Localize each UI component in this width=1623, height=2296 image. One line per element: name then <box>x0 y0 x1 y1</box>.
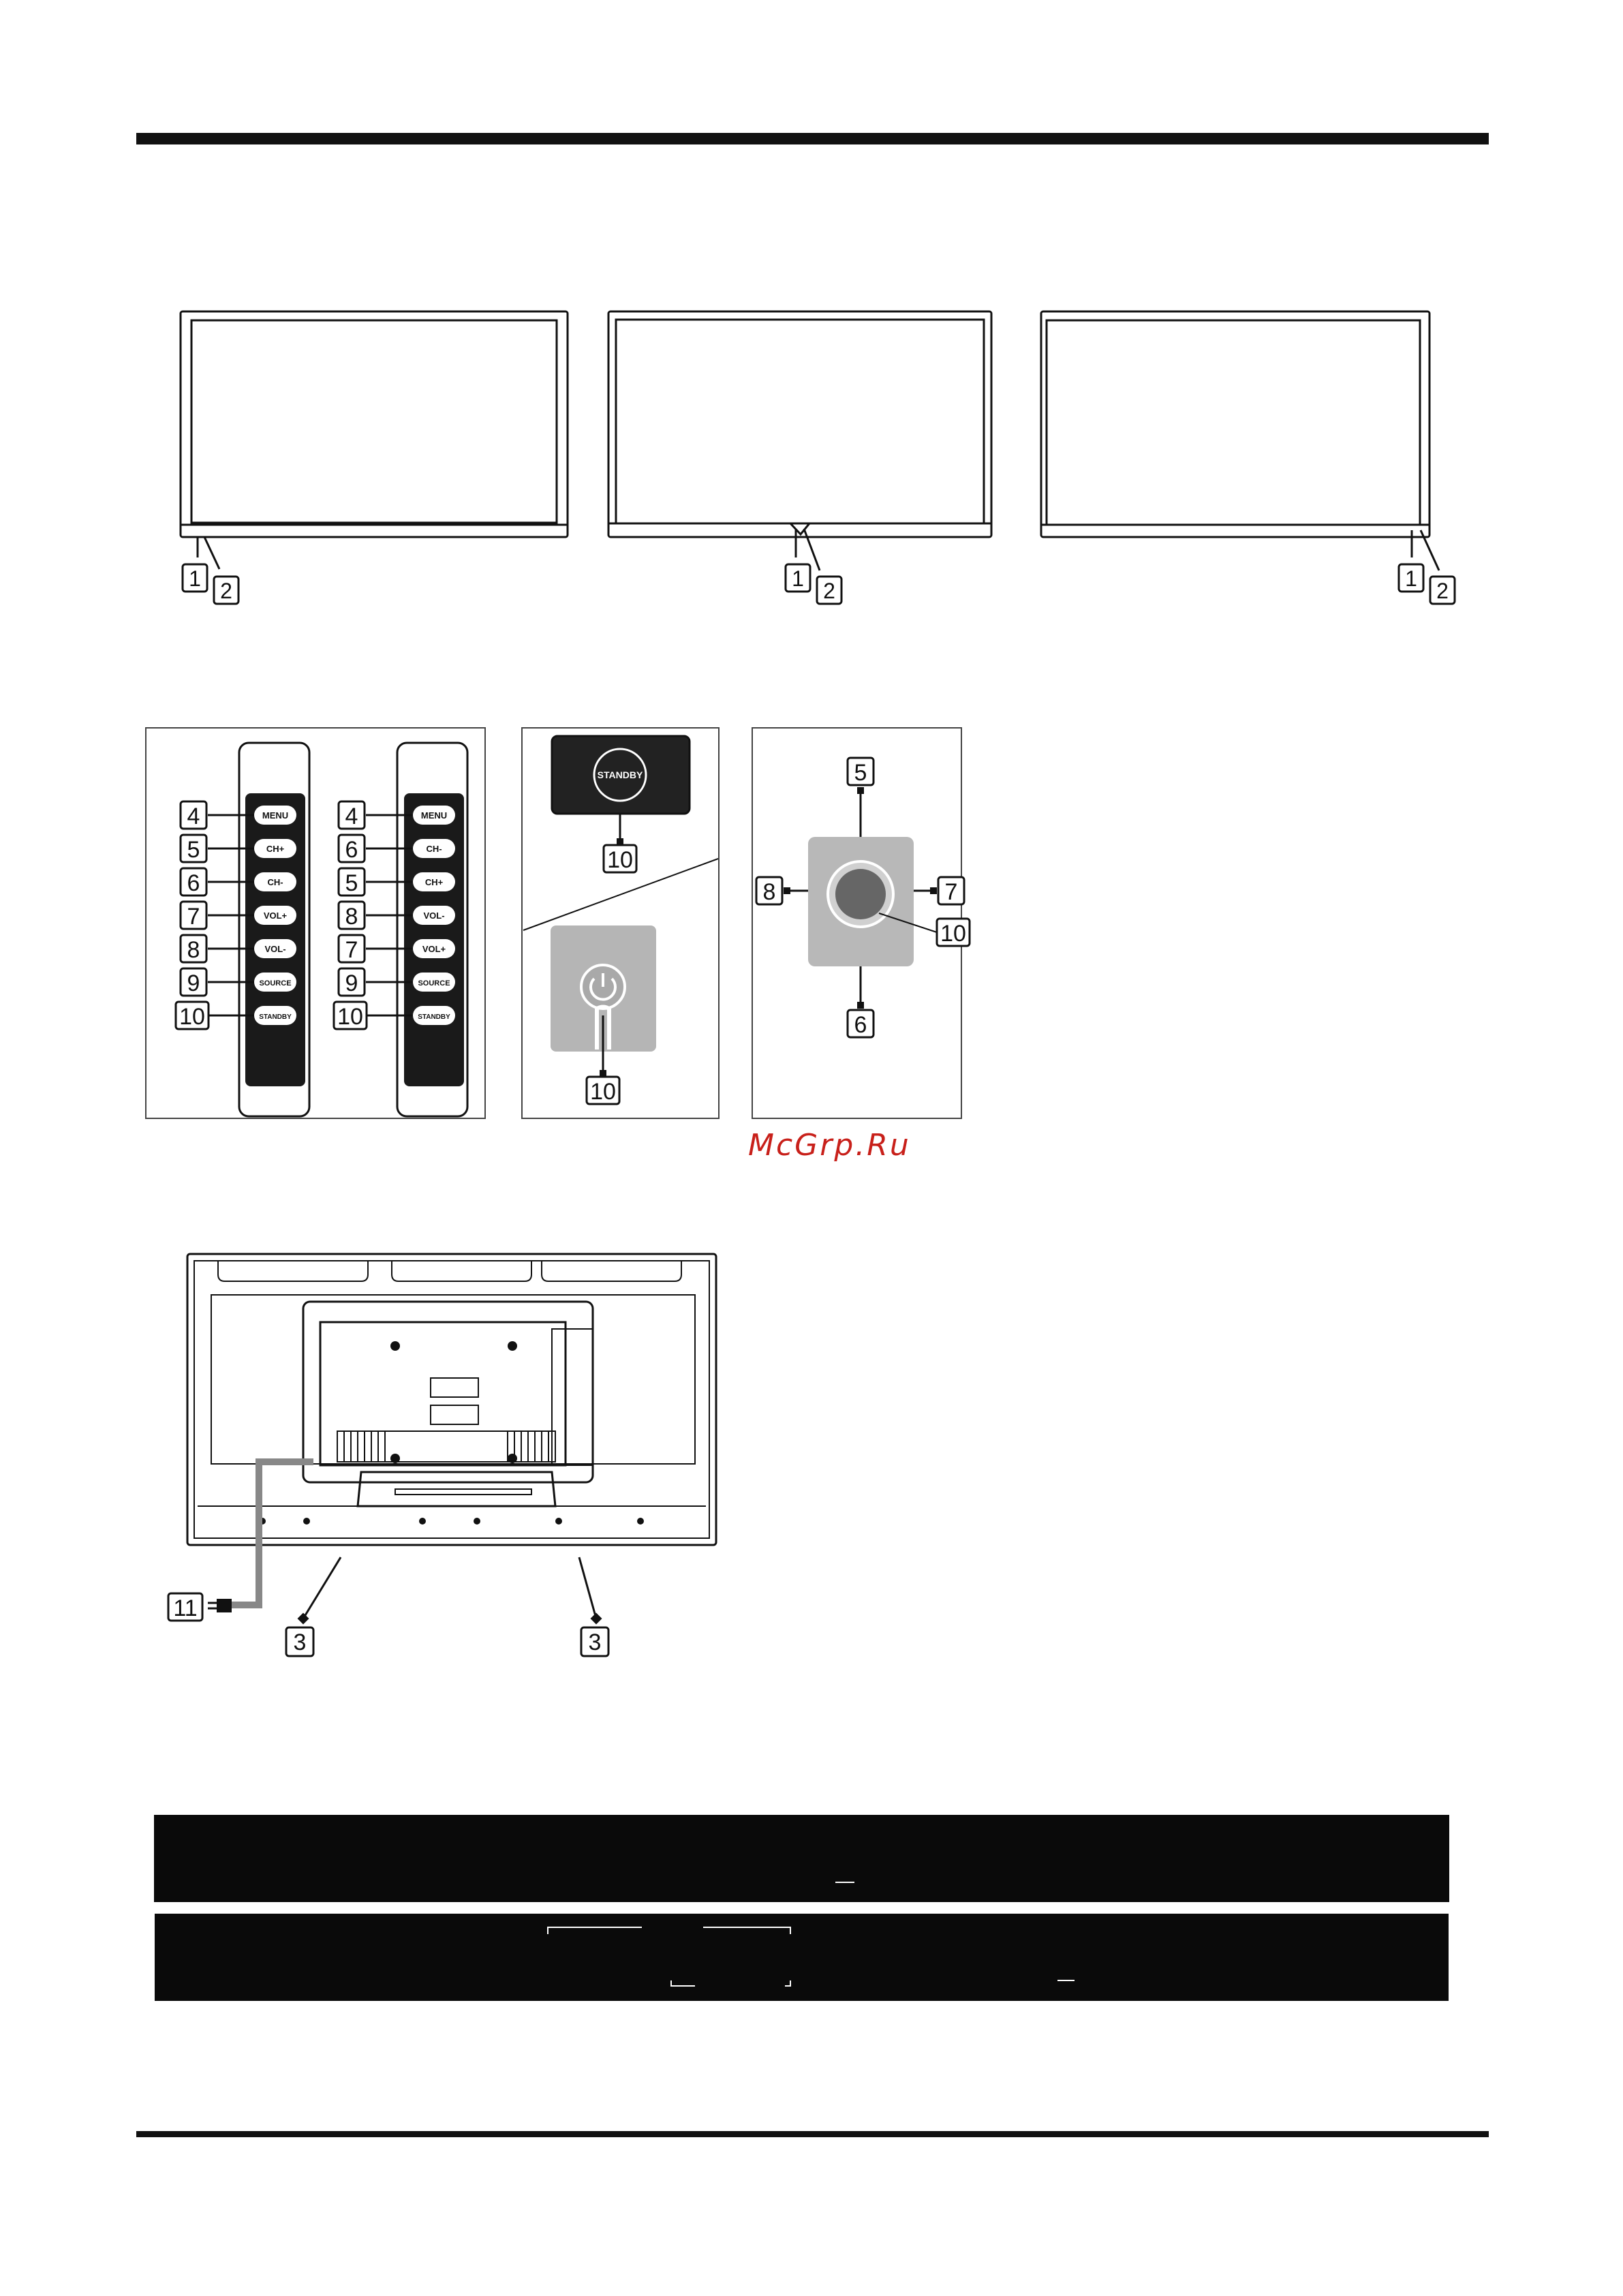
callout-joy-top: 5 <box>854 760 867 786</box>
key-b-volminus: VOL- <box>423 910 445 921</box>
dark-info-panel-1 <box>154 1815 1449 1902</box>
key-b-volplus: VOL+ <box>422 944 446 954</box>
callout-joy-center: 10 <box>940 921 966 947</box>
callout-2-tv3: 2 <box>1436 579 1449 603</box>
num-b-2: 6 <box>345 837 358 863</box>
key-a-volplus: VOL+ <box>263 910 288 921</box>
key-a-volminus: VOL- <box>264 944 286 954</box>
callout-1-tv3: 1 <box>1405 566 1417 591</box>
key-a-source: SOURCE <box>259 979 292 988</box>
callout-2-tv1: 2 <box>220 579 232 603</box>
num-b-1: 4 <box>345 803 358 829</box>
key-b-chminus: CH- <box>426 844 442 854</box>
num-b-4: 8 <box>345 904 358 930</box>
front-callouts <box>0 0 1623 613</box>
key-b-chplus: CH+ <box>424 877 444 887</box>
key-b-standby: STANDBY <box>418 1013 450 1021</box>
callout-joy-bottom: 6 <box>854 1012 867 1038</box>
callout-speaker-right: 3 <box>588 1629 602 1655</box>
num-a-2: 5 <box>187 837 200 863</box>
key-a-menu: MENU <box>262 810 289 821</box>
watermark: McGrp.Ru <box>748 1128 911 1163</box>
standby-button-label: STANDBY <box>597 769 643 780</box>
power-cord <box>228 1462 313 1605</box>
keypad-a-buttons <box>254 806 296 1025</box>
dash-mark <box>835 1882 854 1883</box>
dark-info-panel-2 <box>155 1914 1449 2001</box>
callout-joy-left: 8 <box>762 879 776 905</box>
callout-2-tv2: 2 <box>823 579 835 603</box>
num-b-3: 5 <box>345 870 358 896</box>
callout-1-tv1: 1 <box>189 566 201 591</box>
callout-1-tv2: 1 <box>792 566 804 591</box>
bottom-rule <box>136 2131 1489 2137</box>
key-b-source: SOURCE <box>418 979 450 988</box>
key-b-menu: MENU <box>420 810 448 821</box>
num-b-5: 7 <box>345 937 358 963</box>
rear-view-diagram <box>0 1227 1623 1663</box>
control-callouts <box>0 716 1623 1124</box>
key-a-chminus: CH- <box>267 877 283 887</box>
num-a-4: 7 <box>187 904 200 930</box>
num-a-1: 4 <box>187 803 200 829</box>
callout-joy-right: 7 <box>944 879 958 905</box>
num-a-3: 6 <box>187 870 200 896</box>
callout-power-cord: 11 <box>173 1595 198 1621</box>
keypad-b-buttons <box>413 806 455 1025</box>
key-a-standby: STANDBY <box>259 1013 292 1021</box>
callout-standby: 10 <box>607 847 633 873</box>
panel-bracket-marks <box>155 1914 1449 2001</box>
callout-power: 10 <box>590 1079 616 1105</box>
num-b-7: 10 <box>337 1004 363 1030</box>
num-a-7: 10 <box>179 1004 205 1030</box>
callout-speaker-left: 3 <box>293 1629 307 1655</box>
num-a-6: 9 <box>187 970 200 996</box>
num-a-5: 8 <box>187 937 200 963</box>
num-b-6: 9 <box>345 970 358 996</box>
key-a-chplus: CH+ <box>266 844 285 854</box>
